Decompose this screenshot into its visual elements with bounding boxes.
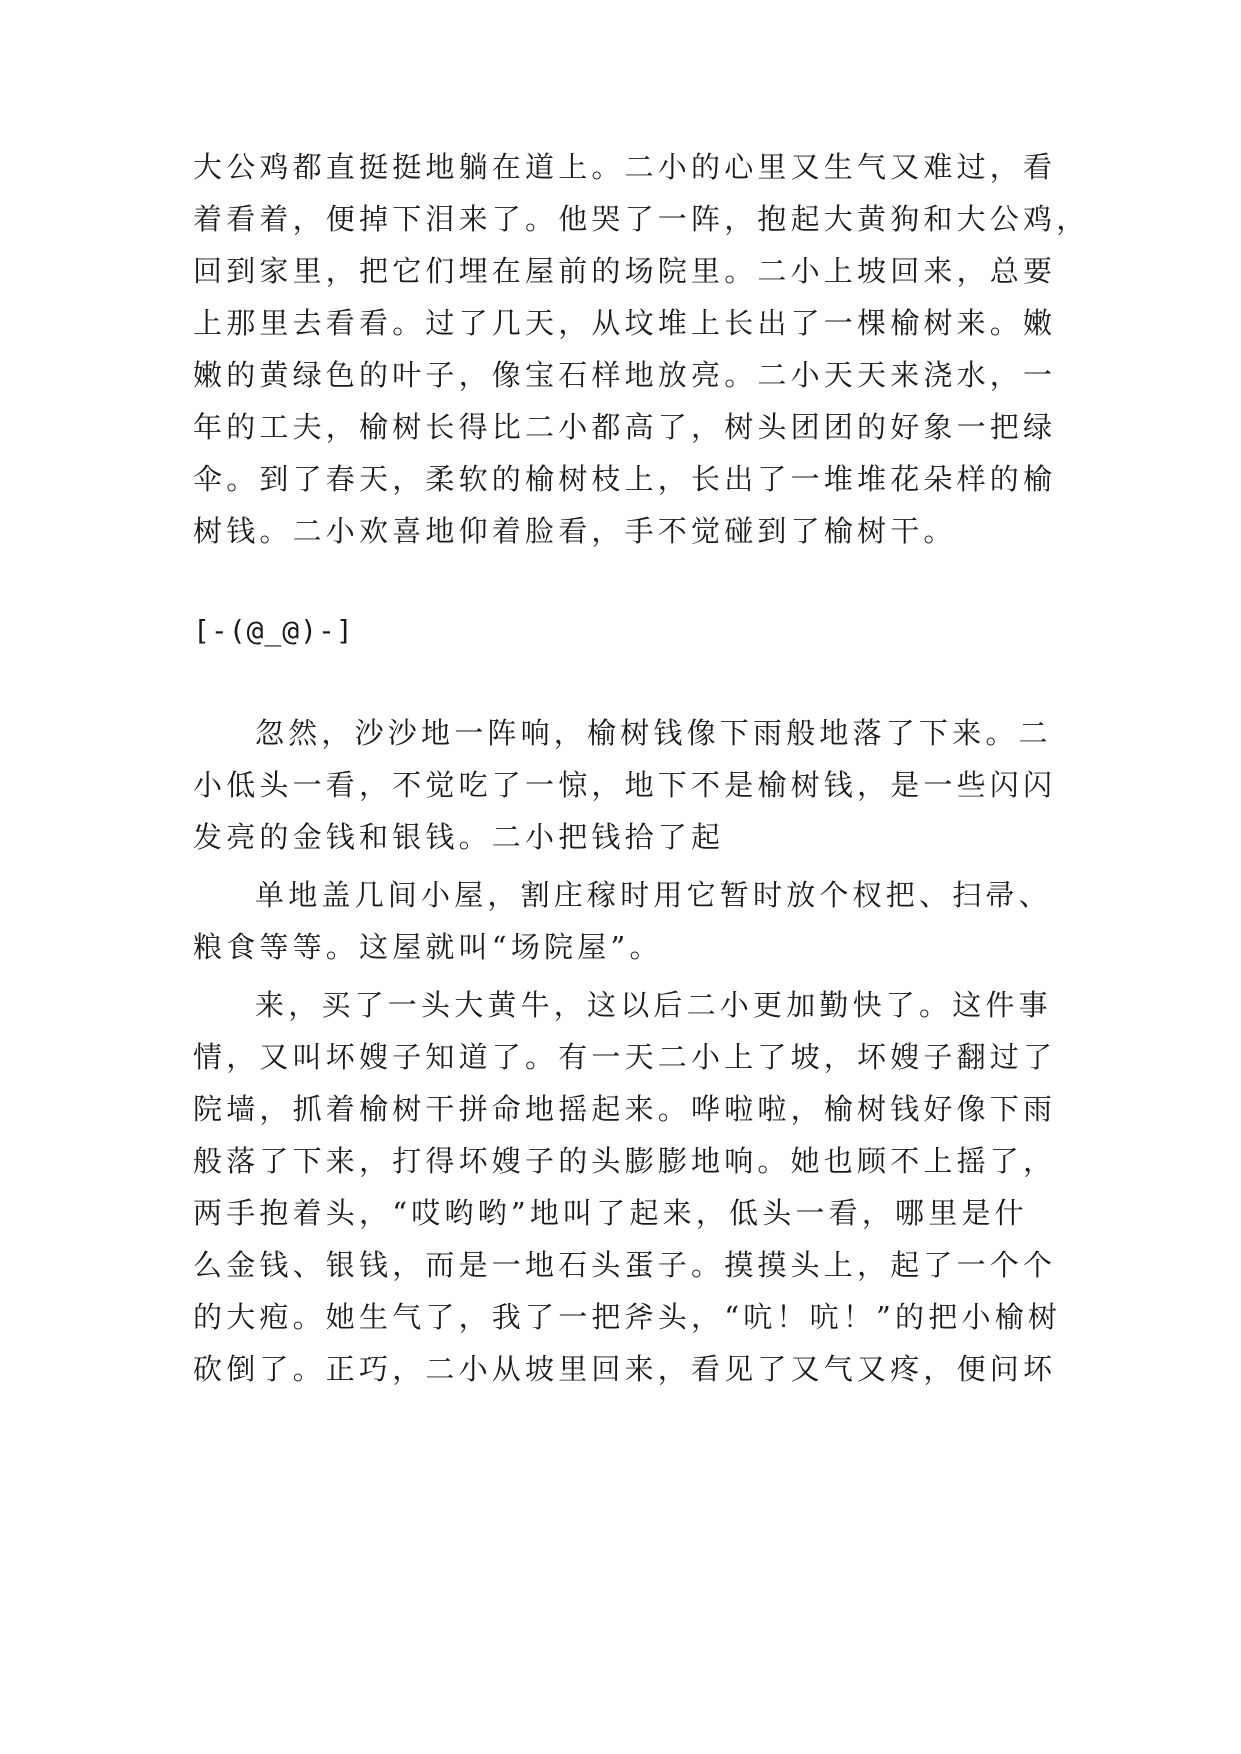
paragraph-4-line-4: 般落了下来，打得坏嫂子的头膨膨地响。她也顾不上摇了， [193, 1144, 1057, 1178]
paragraph-1-line-4: 上那里去看看。过了几天，从坟堆上长出了一棵榆树来。嫩 [193, 306, 1057, 340]
paragraph-1-line-2: 着看着，便掉下泪来了。他哭了一阵，抱起大黄狗和大公鸡， [193, 202, 1090, 236]
paragraph-4-line-5: 两手抱着头，“哎哟哟”地叫了起来，低头一看，哪里是什 [193, 1196, 1028, 1230]
paragraph-2-line-1: 忽然，沙沙地一阵响，榆树钱像下雨般地落了下来。二 [255, 716, 1052, 750]
paragraph-3-line-2: 粮食等等。这屋就叫“场院屋”。 [193, 930, 663, 964]
paragraph-4-line-7: 的大疱。她生气了，我了一把斧头，“吭！吭！”的把小榆树 [193, 1300, 1062, 1334]
paragraph-4-line-3: 院墙，抓着榆树干拼命地摇起来。哗啦啦，榆树钱好像下雨 [193, 1092, 1057, 1126]
paragraph-4-line-1: 来，买了一头大黄牛，这以后二小更加勤快了。这件事 [255, 988, 1052, 1022]
paragraph-1-line-7: 伞。到了春天，柔软的榆树枝上，长出了一堆堆花朵样的榆 [193, 462, 1057, 496]
paragraph-2-line-2: 小低头一看，不觉吃了一惊，地下不是榆树钱，是一些闪闪 [193, 768, 1057, 802]
paragraph-1-line-5: 嫩的黄绿色的叶子，像宝石样地放亮。二小天天来浇水，一 [193, 358, 1057, 392]
paragraph-1-line-6: 年的工夫，榆树长得比二小都高了，树头团团的好象一把绿 [193, 410, 1057, 444]
paragraph-4-line-2: 情，又叫坏嫂子知道了。有一天二小上了坡，坏嫂子翻过了 [193, 1040, 1057, 1074]
paragraph-1-line-1: 大公鸡都直挺挺地躺在道上。二小的心里又生气又难过，看 [193, 150, 1057, 184]
paragraph-4-line-8: 砍倒了。正巧，二小从坡里回来，看见了又气又疼，便问坏 [193, 1352, 1057, 1386]
section-separator: [-(@_@)-] [193, 614, 354, 647]
paragraph-1-line-8: 树钱。二小欢喜地仰着脸看，手不觉碰到了榆树干。 [193, 514, 957, 548]
paragraph-4-line-6: 么金钱、银钱，而是一地石头蛋子。摸摸头上，起了一个个 [193, 1248, 1057, 1282]
paragraph-3-line-1: 单地盖几间小屋，割庄稼时用它暂时放个杈把、扫帚、 [255, 878, 1052, 912]
paragraph-2-line-3: 发亮的金钱和银钱。二小把钱拾了起 [193, 820, 725, 854]
paragraph-1-line-3: 回到家里，把它们埋在屋前的场院里。二小上坡回来，总要 [193, 254, 1057, 288]
